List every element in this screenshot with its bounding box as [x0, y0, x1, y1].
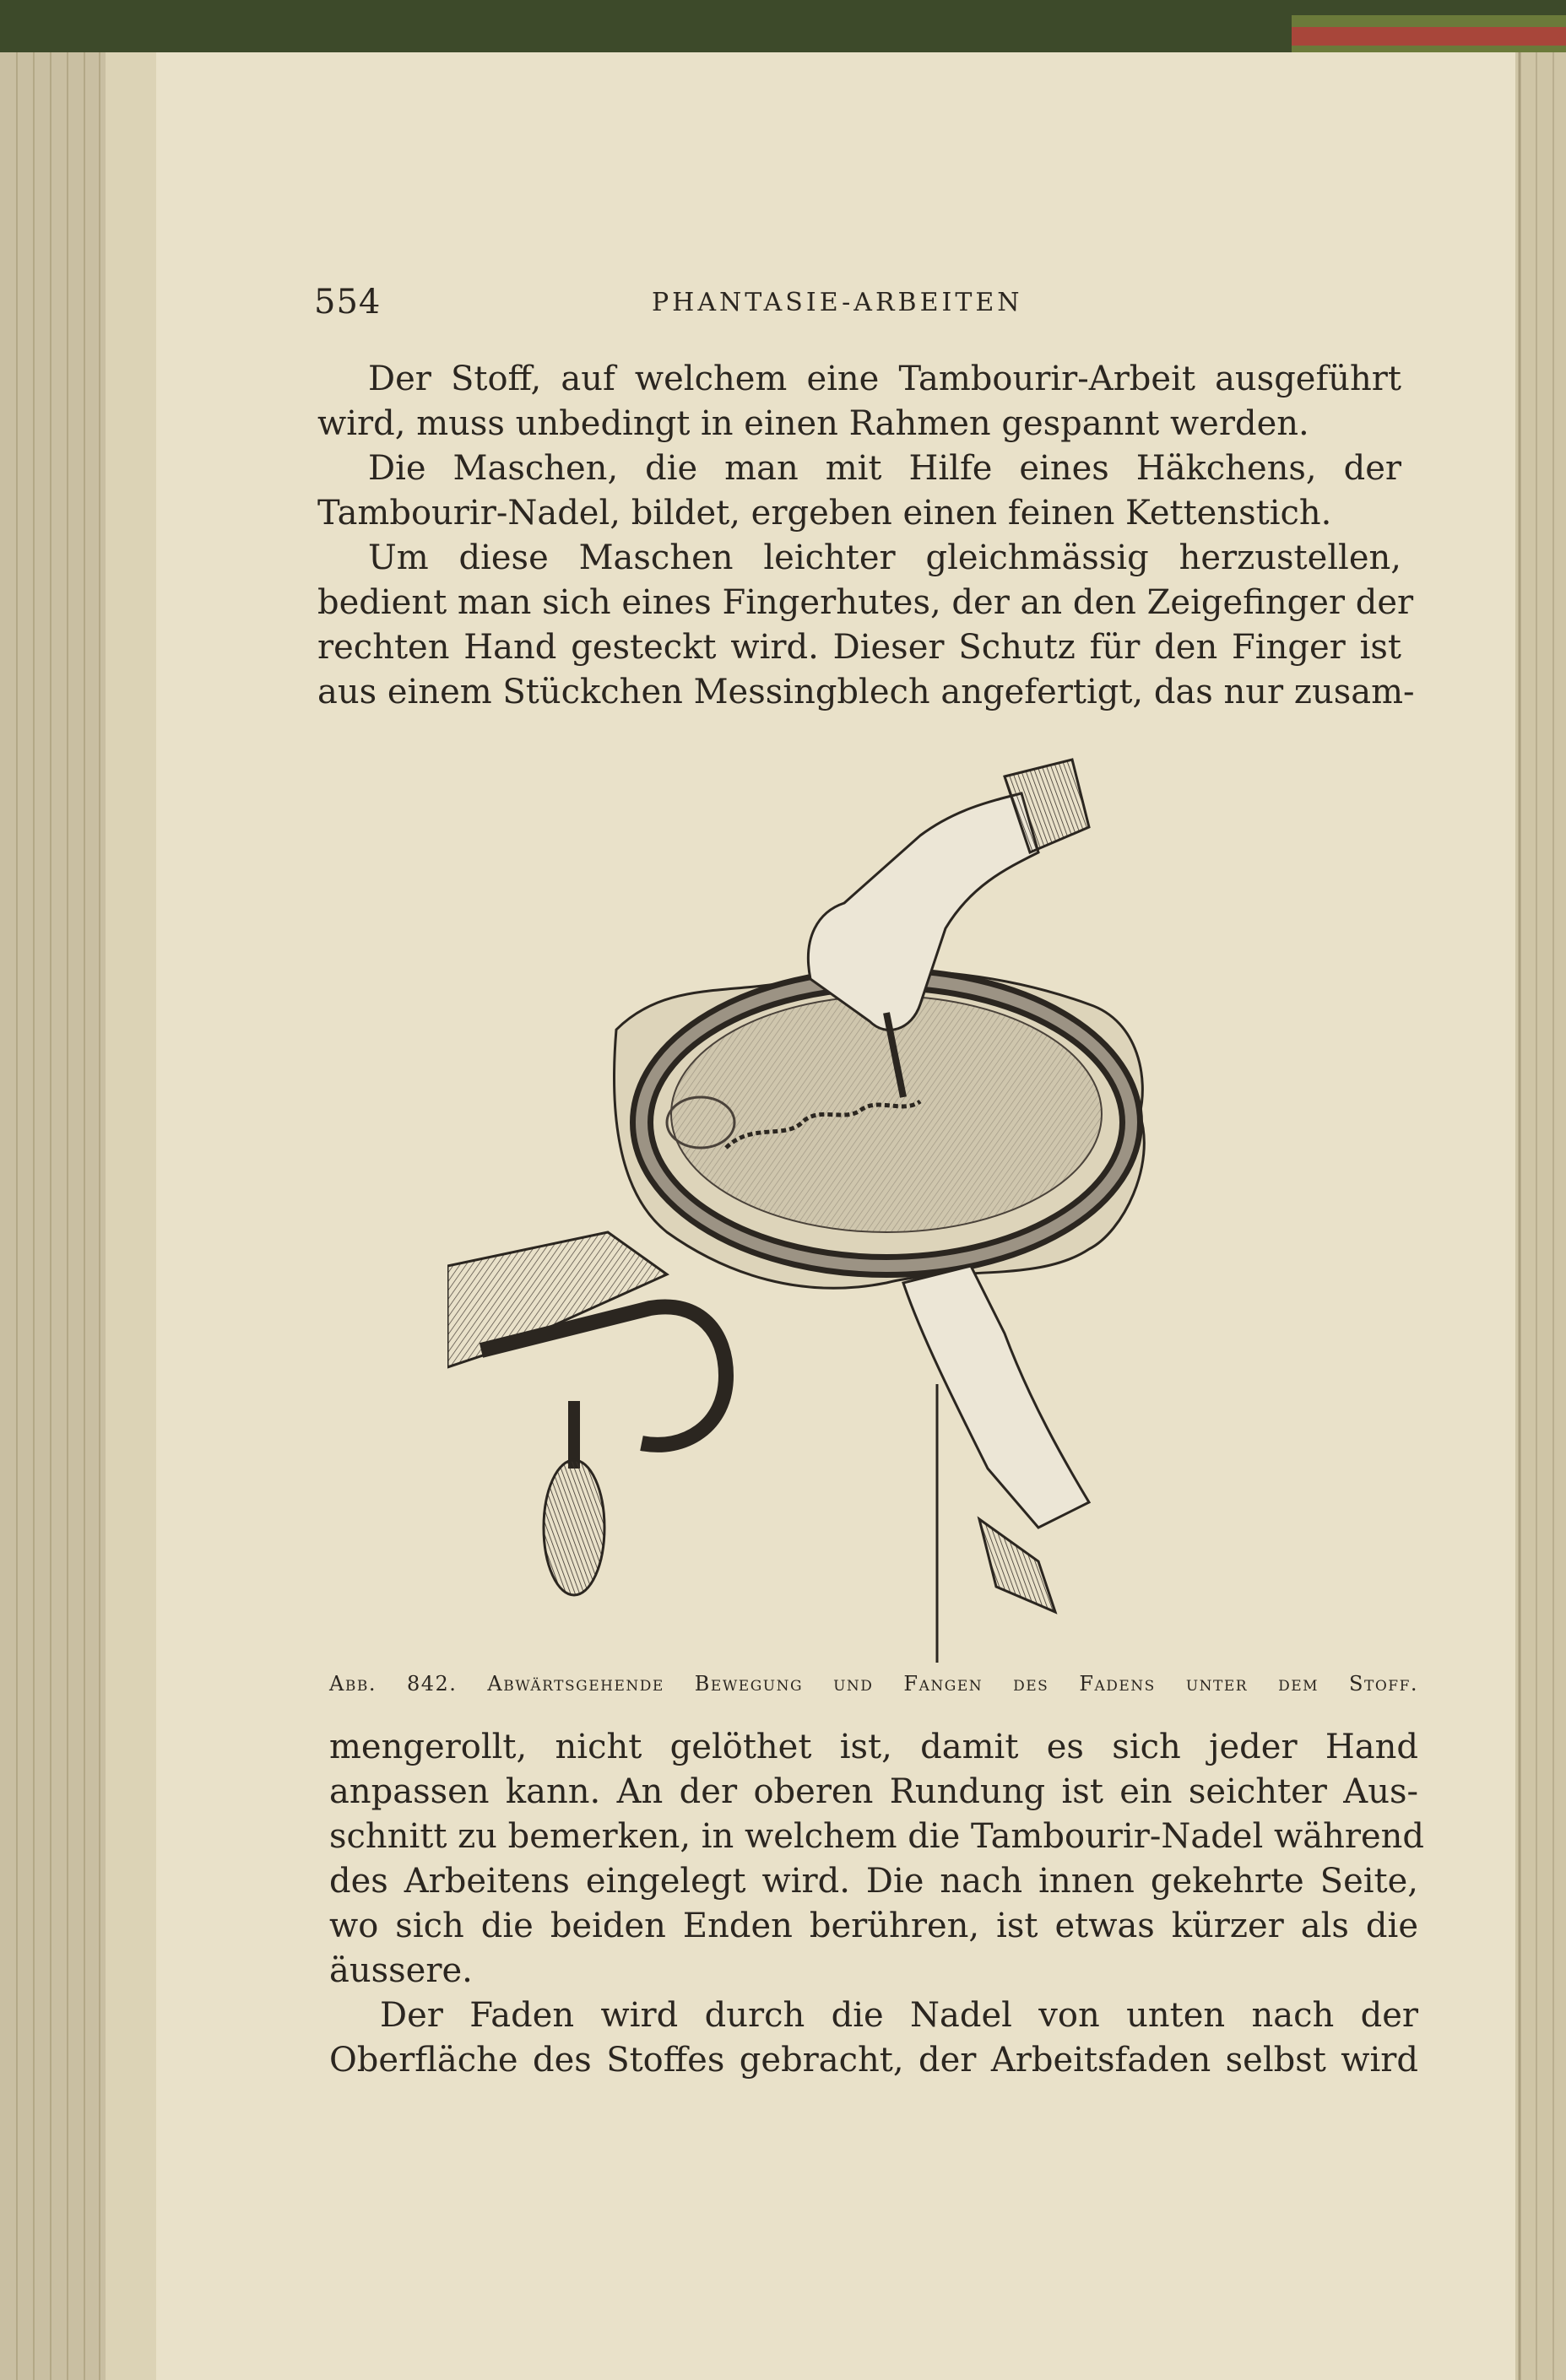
text-line: mengerollt, nicht gelöthet ist, damit es sich jeder Hand — [329, 1728, 1418, 1766]
page-edges-right — [1515, 52, 1566, 2380]
page-edges-left — [0, 52, 106, 2380]
lower-hand — [903, 1266, 1089, 1528]
text-line: Der Stoff, auf welchem eine Tambourir-Arbeit ausgeführt — [368, 360, 1401, 398]
lower-sleeve-cuff — [979, 1519, 1055, 1612]
figure-embroidery-hoop-engraving — [447, 726, 1275, 1663]
text-line: Tambourir-Nadel, bildet, ergeben einen feinen Kettenstich. — [317, 494, 1332, 533]
page-number: 554 — [314, 283, 382, 322]
text-line: äussere. — [329, 1951, 473, 1990]
bottom-text-block — [329, 1725, 1424, 2083]
text-line: wird, muss unbedingt in einen Rahmen gespannt werden. — [317, 404, 1309, 443]
text-line: wo sich die beiden Enden berühren, ist etwas kürzer als die — [329, 1907, 1418, 1945]
text-line: rechten Hand gesteckt wird. Dieser Schutz für den Finger ist — [317, 628, 1401, 667]
text-line: Um diese Maschen leichter gleichmässig herzustellen, — [368, 538, 1401, 577]
running-head: PHANTASIE-ARBEITEN — [652, 288, 1023, 317]
text-line: Oberfläche des Stoffes gebracht, der Arbeitsfaden selbst wird — [329, 2041, 1418, 2080]
figure-caption: Abb. 842. Abwärtsgehende Bewegung und Fangen des Fadens unter dem Stoff. — [329, 1672, 1418, 1696]
text-line: aus einem Stückchen Messingblech angefertigt, das nur zusam- — [317, 673, 1415, 711]
text-line: schnitt zu bemerken, in welchem die Tambourir-Nadel während — [329, 1817, 1424, 1856]
clamp-handle — [544, 1460, 604, 1595]
text-line: des Arbeitens eingelegt wird. Die nach innen gekehrte Seite, — [329, 1862, 1418, 1901]
text-line: Die Maschen, die man mit Hilfe eines Häkchens, der — [368, 449, 1401, 488]
top-text-block — [317, 357, 1415, 715]
text-line: bedient man sich eines Fingerhutes, der an den Zeigefinger der — [317, 583, 1414, 622]
text-line: anpassen kann. An der oberen Rundung ist ein seichter Aus- — [329, 1772, 1418, 1811]
text-line: Der Faden wird durch die Nadel von unten nach der — [380, 1996, 1418, 2035]
